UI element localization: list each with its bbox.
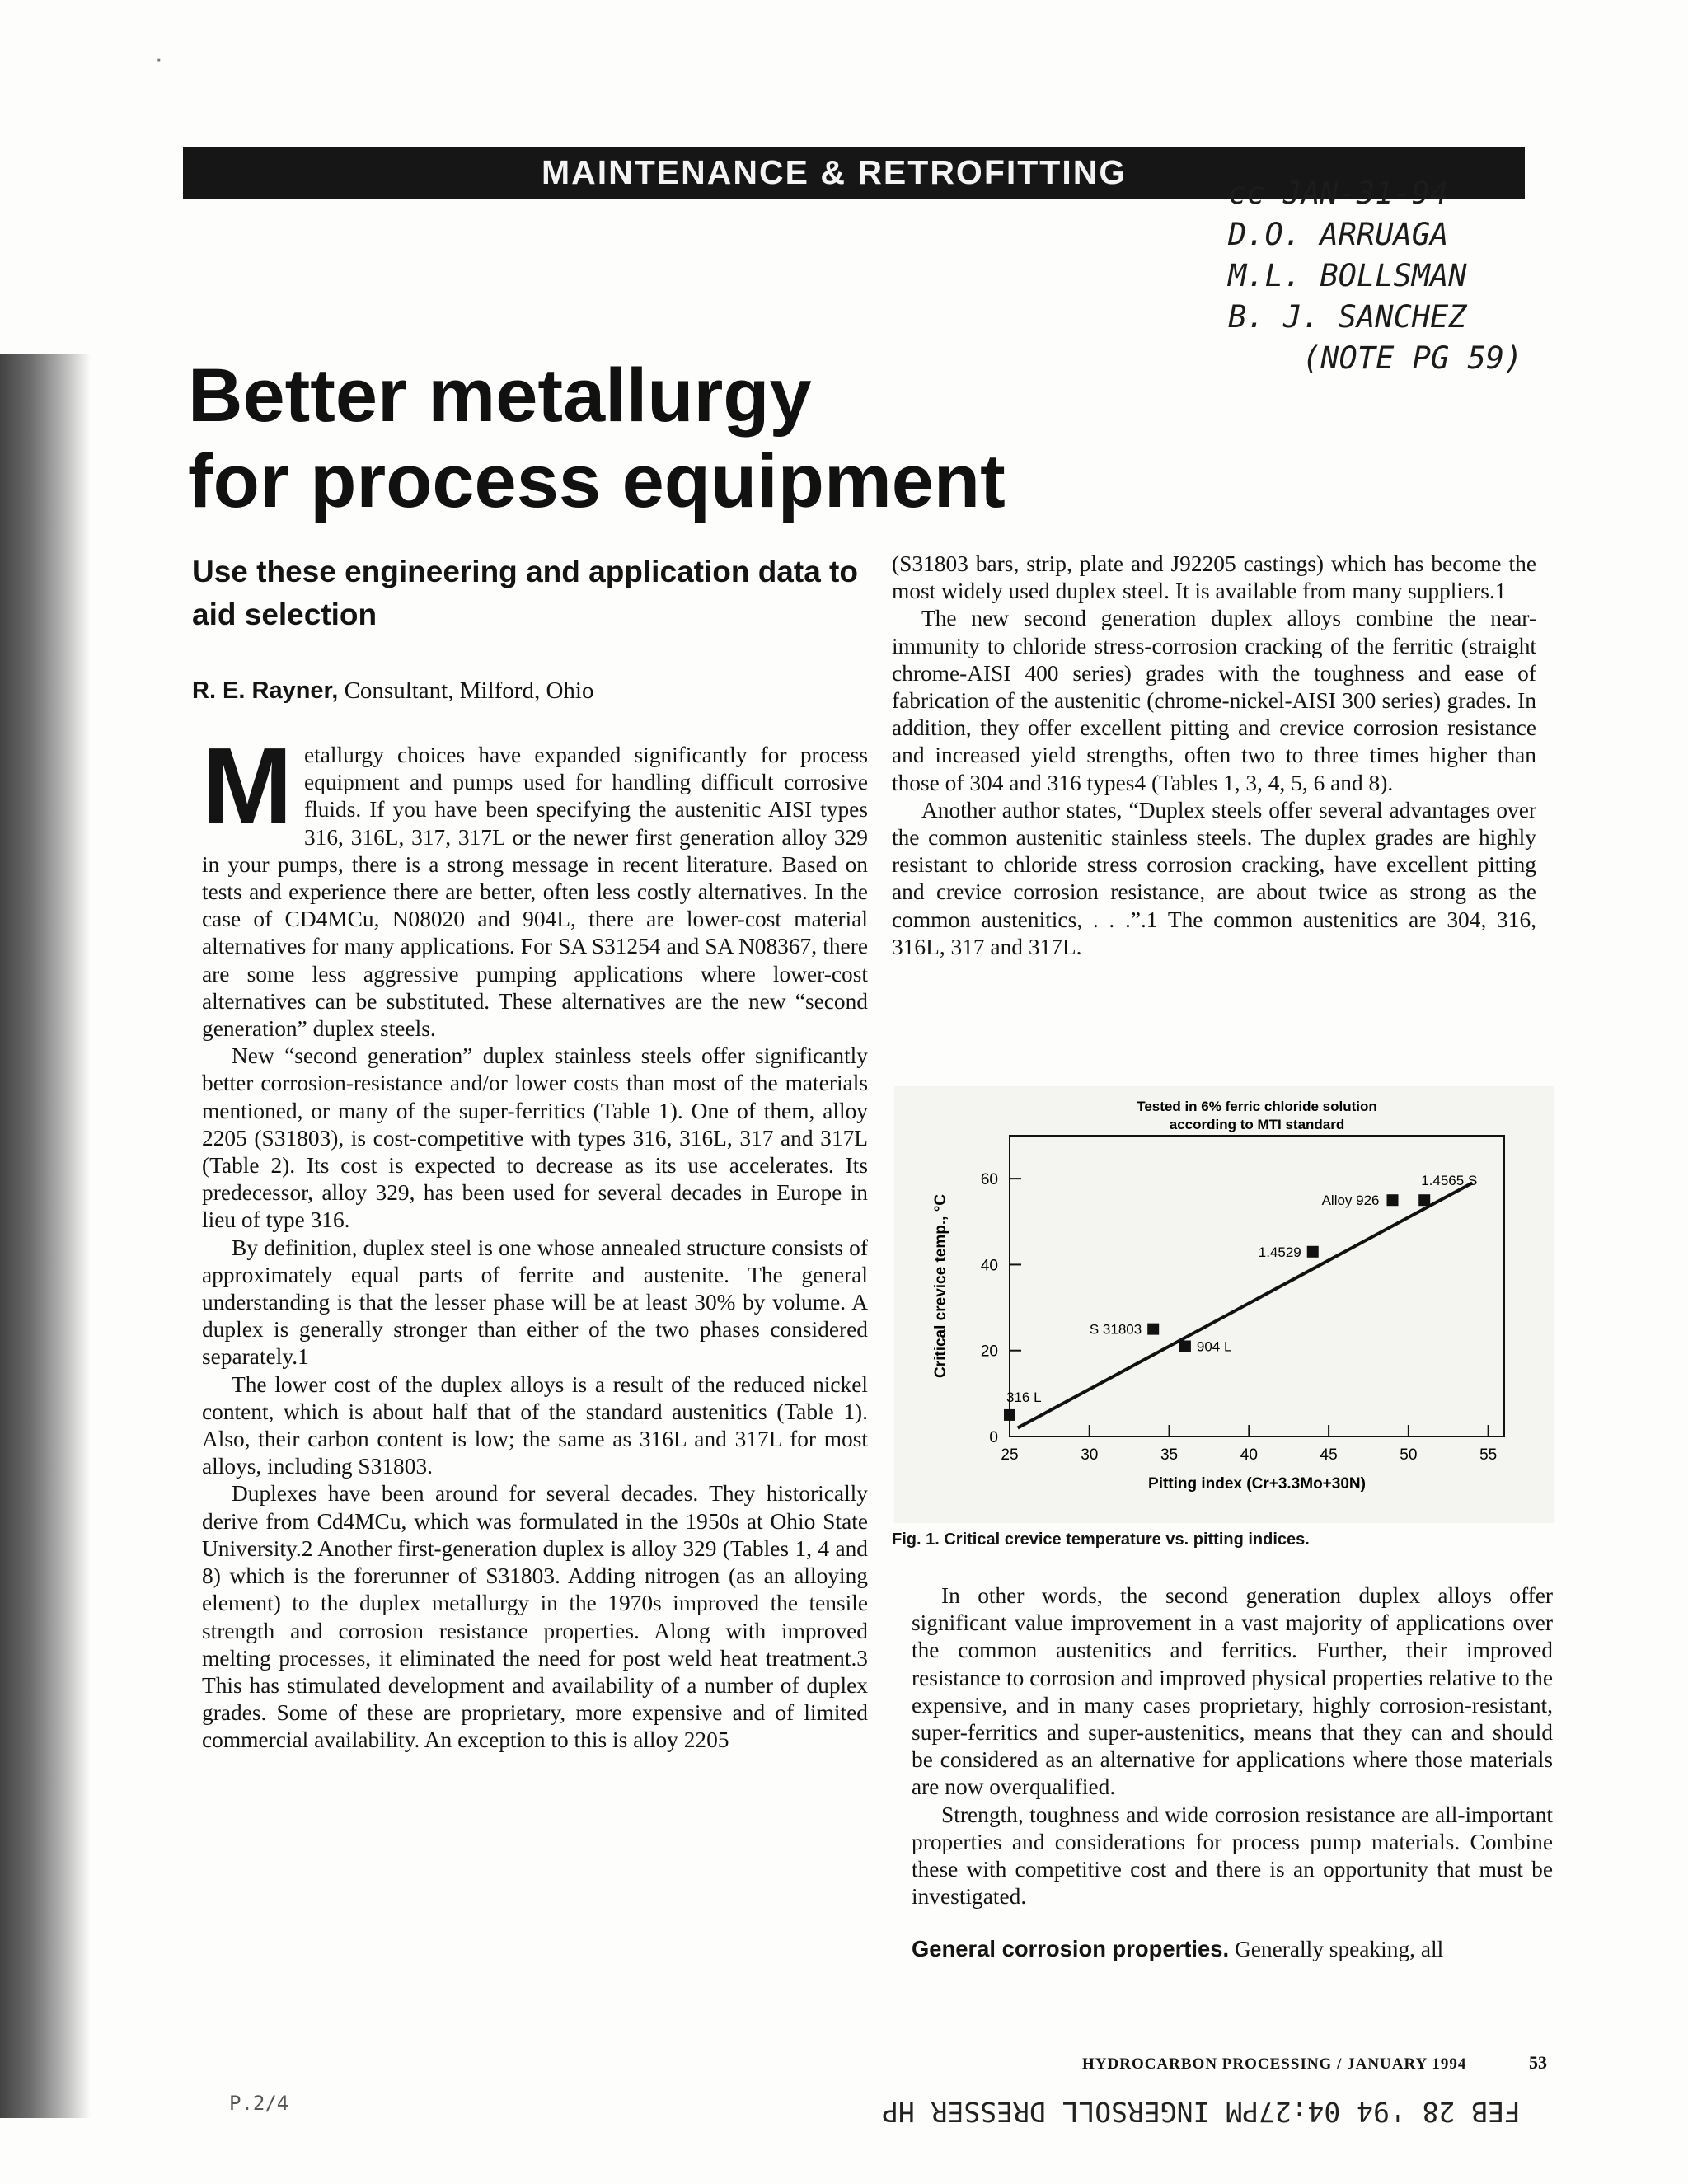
y-tick-label: 0 (989, 1429, 998, 1446)
data-point (1004, 1409, 1015, 1421)
handnote-line: D.O. ARRUAGA (1228, 217, 1449, 252)
handwritten-note (1228, 173, 1607, 379)
right-column-bottom (912, 1582, 1553, 1964)
y-tick-label: 20 (980, 1343, 998, 1361)
section-banner-title: MAINTENANCE & RETROFITTING (542, 153, 1128, 191)
x-tick-label: 40 (1240, 1446, 1258, 1464)
fax-page-mark: P.2/4 (229, 2092, 289, 2115)
data-point (1147, 1324, 1159, 1335)
article-title (188, 353, 1006, 524)
x-tick-label: 35 (1160, 1446, 1179, 1464)
handnote-line: (NOTE PG 59) (1302, 340, 1523, 376)
body-paragraph: In other words, the second generation duplex alloys offer significant value improvement in a vast majority of applications over the common austenitics and ferritics. Further, their improved resistance to corrosion and improved physical properties relative to the expensive, and in many cases proprietary, highly corrosion-resistant, super-ferritics and super-austenitics, means that they can and should be considered as an alternative for applications where those materials are now overqualified. (912, 1583, 1553, 1800)
author-name: R. E. Rayner, (192, 677, 339, 704)
x-tick-label: 50 (1400, 1446, 1418, 1464)
data-point-label: 316 L (1006, 1389, 1042, 1405)
page-number: 53 (1529, 2052, 1547, 2073)
section-paragraph (912, 1935, 1553, 1963)
trend-line (1018, 1183, 1473, 1427)
figure-1 (894, 1086, 1554, 1523)
x-tick-label: 25 (1001, 1446, 1019, 1464)
article-subtitle: Use these engineering and application data to aid selection (192, 555, 858, 631)
body-paragraph: Metallurgy choices have expanded significantly for process equipment and pumps used for handling difficult corrosive fluids. If you have been specifying the austenitic AISI types 316, 316L, 317, 317L or the newer first generation alloy 329 in your pumps, there is a strong message in recent literature. Based on tests and experience there are better, often less costly alternatives. In the case of CD4MCu, N08020 and 904L, there are lower-cost material alternatives for many applications. For SA S31254 and SA N08367, there are some less aggressive pumping applications where lower-cost alternatives can be substituted. These alternatives are the new “second generation” duplex steels. (202, 725, 868, 1042)
fax-header: FEB 28 '94 04:27PM INGERSOLL DRESSER HP (882, 2096, 1521, 2128)
body-paragraph: (S31803 bars, strip, plate and J92205 castings) which has become the most widely used duplex steel. It is available from many suppliers.1 (892, 551, 1536, 604)
data-point-label: S 31803 (1089, 1321, 1142, 1338)
article-title-line: for process equipment (188, 439, 1006, 523)
data-point-label: 1.4565 S (1421, 1173, 1478, 1189)
scan-speck: · (152, 48, 166, 73)
scan-edge-shadow (0, 354, 91, 2118)
author-affiliation: Consultant, Milford, Ohio (338, 677, 594, 704)
x-axis-label: Pitting index (Cr+3.3Mo+30N) (1148, 1475, 1366, 1493)
article-title-line: Better metallurgy (188, 354, 812, 438)
body-paragraph: Duplexes have been around for several decades. They historically derive from Cd4MCu, which was formulated in the 1950s at Ohio State University.2 Another first-generation duplex is alloy 329 (Tables 1, 4 and 8) which is the forerunner of S31803. Adding nitrogen (as an alloying element) to the duplex metallurgy in the 1970s improved the tensile strength and corrosion resistance properties. Along with improved melting processes, it eliminated the need for post weld heat treatment.3 This has stimulated development and availability of a number of duplex grades. Some of these are proprietary, more expensive and of limited commercial availability. An exception to this is alloy 2205 (202, 1481, 868, 1753)
crevice-temperature-chart (894, 1086, 1554, 1523)
data-point (1307, 1246, 1319, 1258)
data-point-label: 1.4529 (1258, 1244, 1301, 1260)
body-paragraph: The lower cost of the duplex alloys is a result of the reduced nickel content, which is about half that of the standard austenitics (Table 1). Also, their carbon content is low; the same as 316L and 317L for most alloys, including S31803. (202, 1371, 868, 1479)
section-heading: General corrosion properties. (912, 1936, 1230, 1962)
body-paragraph: New “second generation” duplex stainless steels offer significantly better corrosion-resistance and/or lower costs than most of the materials mentioned, or many of the super-ferritics (Table 1). One of them, alloy 2205 (S31803), is cost-competitive with types 316, 316L, 317 and 317L (Table 2). Its cost is expected to decrease as its use accelerates. Its predecessor, alloy 329, has been used for several decades in Europe in lieu of type 316. (202, 1043, 868, 1233)
handnote-line: cc JAN-31-94 (1228, 176, 1449, 211)
chart-title: Tested in 6% ferric chloride solution (1137, 1099, 1377, 1114)
data-point-label: 904 L (1196, 1338, 1232, 1355)
y-tick-label: 40 (980, 1257, 998, 1275)
chart-title: according to MTI standard (1169, 1117, 1345, 1132)
drop-cap: M (202, 725, 293, 846)
journal-footer: HYDROCARBON PROCESSING / JANUARY 1994 (1082, 2055, 1467, 2073)
body-paragraph: The new second generation duplex alloys combine the near-immunity to chloride stress-corrosion cracking of the ferritic (straight chrome-AISI 400 series) grades with the toughness and ease of fabrication of the austenitic (chrome-nickel-AISI 300 series) grades. In addition, they offer excellent pitting and crevice corrosion resistance and increased yield strengths, often two to three times higher than those of 304 and 316 types4 (Tables 1, 3, 4, 5, 6 and 8). (892, 606, 1536, 795)
figure-caption: Fig. 1. Critical crevice temperature vs. pitting indices. (892, 1530, 1310, 1549)
data-point (1418, 1194, 1430, 1206)
byline (192, 677, 593, 705)
handnote-line: B. J. SANCHEZ (1228, 299, 1467, 335)
section-text: Generally speaking, all (1229, 1937, 1444, 1962)
x-tick-label: 30 (1081, 1446, 1099, 1464)
data-point (1387, 1194, 1399, 1206)
body-paragraph: By definition, duplex steel is one whose annealed structure consists of approximately equal parts of ferrite and austenite. The general understanding is that the lesser phase will be at least 30% by volume. A duplex is generally stronger than either of the two phases considered separately.1 (202, 1235, 868, 1370)
left-column (202, 725, 868, 1755)
data-point-label: Alloy 926 (1321, 1193, 1380, 1209)
y-axis-label: Critical crevice temp., °C (932, 1193, 950, 1379)
body-paragraph: Another author states, “Duplex steels offer several advantages over the common austenitic stainless steels. The duplex grades are highly resistant to chloride stress corrosion cracking, have excellent pitting and crevice corrosion resistance, are about twice as strong as the common austenitics, . . .”.1 The common austenitics are 304, 316, 316L, 317 and 317L. (892, 797, 1536, 959)
right-column-top (892, 551, 1536, 961)
body-paragraph: Strength, toughness and wide corrosion resistance are all-important properties and considerations for process pump materials. Combine these with competitive cost and there is an opportunity that must be investigated. (912, 1802, 1553, 1910)
x-tick-label: 45 (1320, 1446, 1338, 1464)
handnote-line: M.L. BOLLSMAN (1228, 258, 1467, 293)
y-tick-label: 60 (980, 1171, 998, 1189)
x-tick-label: 55 (1479, 1446, 1498, 1464)
data-point (1179, 1341, 1191, 1352)
